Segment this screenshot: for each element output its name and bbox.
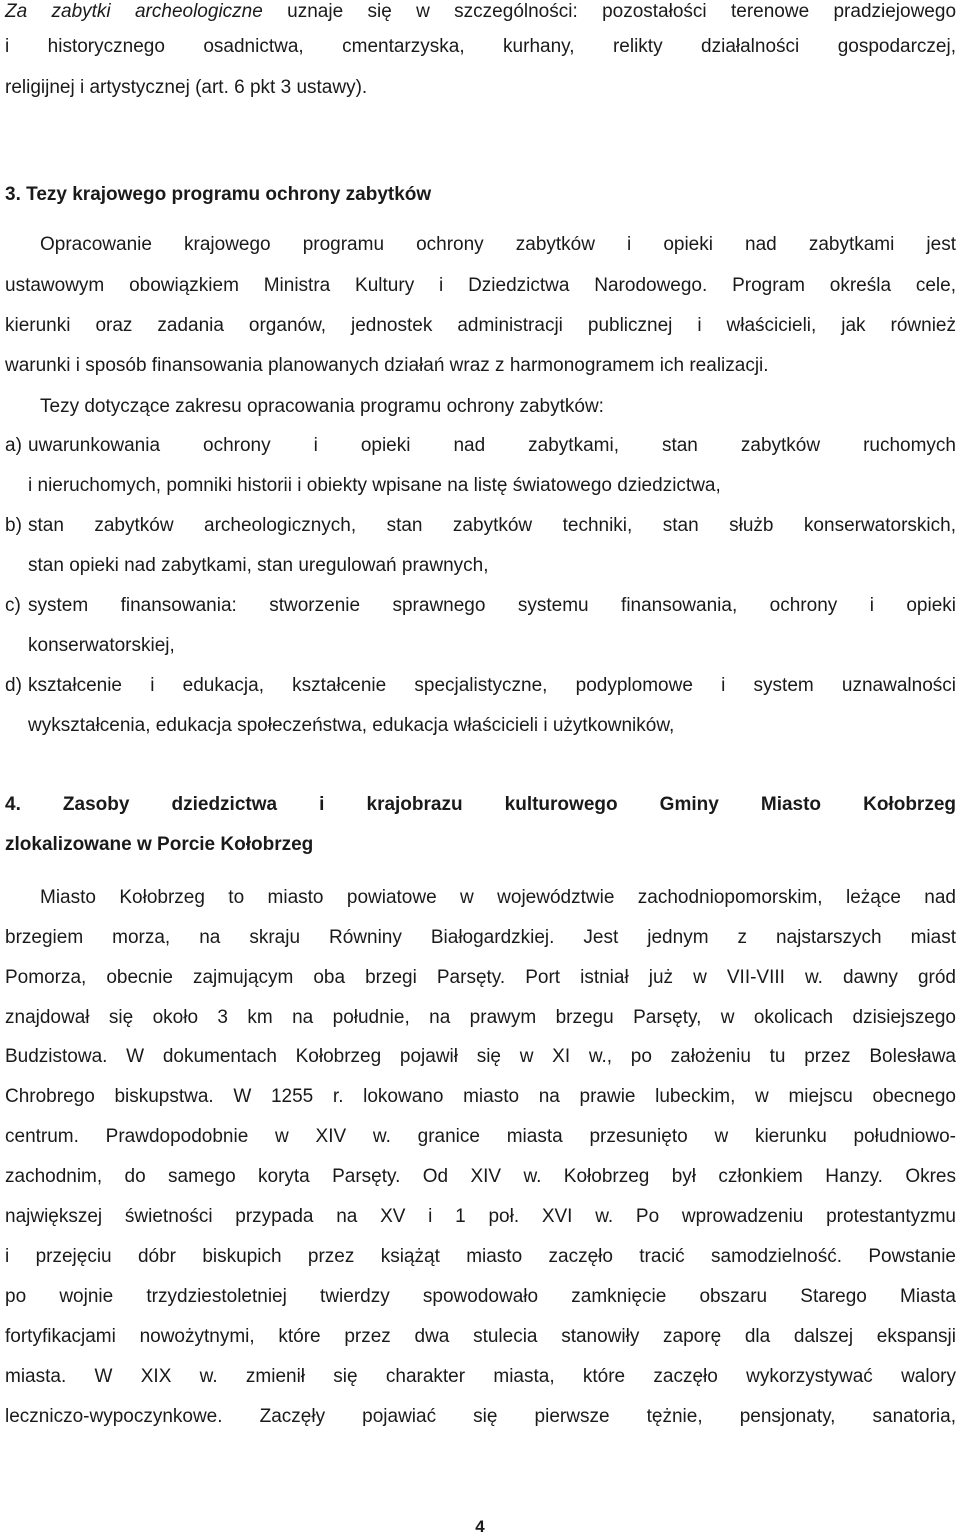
page-number: 4: [475, 1517, 485, 1536]
list-item-label: c): [5, 595, 21, 616]
list-item-text: kształcenie i edukacja, kształcenie specjalistyczne, podyplomowe i system uznawalności: [28, 675, 956, 696]
section-3-paragraph-line-2: ustawowym obowiązkiem Ministra Kultury i Dziedzictwa Narodowego. Program określa cele,: [5, 275, 956, 296]
intro-line-2: i historycznego osadnictwa, cmentarzyska, kurhany, relikty działalności gospodarczej,: [5, 36, 956, 57]
list-item-d: [5, 674, 956, 698]
intro-italic-term: Za zabytki archeologiczne: [5, 1, 263, 22]
section-4-paragraph-line-13: miasta. W XIX w. zmienił się charakter miasta, które zaczęło wykorzystywać walory: [5, 1366, 956, 1387]
section-3-heading: 3. Tezy krajowego programu ochrony zabytków: [5, 184, 432, 205]
list-item-text: system finansowania: stworzenie sprawnego systemu finansowania, ochrony i opieki: [28, 595, 956, 616]
section-4-paragraph-line-14: leczniczo-wypoczynkowe. Zaczęły pojawiać się pierwsze tężnie, pensjonaty, sanatoria,: [5, 1406, 956, 1427]
list-item-label: d): [5, 675, 22, 696]
section-4-paragraph-line-8: zachodnim, do samego koryta Parsęty. Od XIV w. Kołobrzeg był członkiem Hanzy. Okres: [5, 1166, 956, 1187]
intro-line-1-rest: uznaje się w szczególności: pozostałości terenowe pradziejowego: [262, 1, 957, 22]
section-3-paragraph-line-3: kierunki oraz zadania organów, jednostek administracji publicznej i właścicieli, jak również: [5, 315, 956, 336]
list-item-text: stan zabytków archeologicznych, stan zabytków techniki, stan służb konserwatorskich,: [28, 515, 956, 536]
section-4-paragraph-line-10: i przejęciu dóbr biskupich przez książąt miasto zaczęło tracić samodzielność. Powstanie: [5, 1246, 956, 1267]
list-item-d-continuation: wykształcenia, edukacja społeczeństwa, edukacja właścicieli i użytkowników,: [28, 715, 675, 736]
section-4-paragraph-line-2: brzegiem morza, na skraju Równiny Białogardzkiej. Jest jednym z najstarszych miast: [5, 927, 956, 948]
list-intro: Tezy dotyczące zakresu opracowania programu ochrony zabytków:: [40, 396, 604, 417]
section-4-paragraph-line-9: największej świetności przypada na XV i 1 poł. XVI w. Po wprowadzeniu protestantyzmu: [5, 1206, 956, 1227]
intro-line-1: [5, 0, 956, 24]
list-item-b-continuation: stan opieki nad zabytkami, stan uregulowań prawnych,: [28, 555, 489, 576]
section-4-paragraph-line-6: Chrobrego biskupstwa. W 1255 r. lokowano miasto na prawie lubeckim, w miejscu obecnego: [5, 1086, 956, 1107]
section-4-paragraph-line-7: centrum. Prawdopodobnie w XIV w. granice miasta przesunięto w kierunku południowo-: [5, 1126, 956, 1147]
list-item-text: uwarunkowania ochrony i opieki nad zabytkami, stan zabytków ruchomych: [28, 435, 956, 456]
section-4-paragraph-line-5: Budzistowa. W dokumentach Kołobrzeg pojawił się w XI w., po założeniu tu przez Bolesława: [5, 1046, 956, 1067]
section-4-paragraph-line-11: po wojnie trzydziestoletniej twierdzy spowodowało zamknięcie obszaru Starego Miasta: [5, 1286, 956, 1307]
section-4-paragraph-line-4: znajdował się około 3 km na południe, na prawym brzegu Parsęty, w okolicach dzisiejszego: [5, 1007, 956, 1028]
list-item-label: b): [5, 515, 22, 536]
section-3-paragraph-line-1: Opracowanie krajowego programu ochrony zabytków i opieki nad zabytkami jest: [40, 234, 956, 255]
section-3-paragraph-line-4: warunki i sposób finansowania planowanych działań wraz z harmonogramem ich realizacji.: [5, 355, 769, 376]
section-4-heading-line-1: 4. Zasoby dziedzictwa i krajobrazu kulturowego Gminy Miasto Kołobrzeg: [5, 794, 956, 815]
section-4-paragraph-line-1: Miasto Kołobrzeg to miasto powiatowe w województwie zachodniopomorskim, leżące nad: [40, 887, 956, 908]
section-4-paragraph-line-12: fortyfikacjami nowożytnymi, które przez dwa stulecia stanowiły zaporę dla dalszej ekspansji: [5, 1326, 956, 1347]
intro-line-3: religijnej i artystycznej (art. 6 pkt 3 ustawy).: [5, 77, 368, 98]
list-item-a: [5, 434, 956, 458]
list-item-c-continuation: konserwatorskiej,: [28, 635, 175, 656]
list-item-b: [5, 514, 956, 538]
section-4-paragraph-line-3: Pomorza, obecnie zajmującym oba brzegi Parsęty. Port istniał już w VII-VIII w. dawny gród: [5, 967, 956, 988]
list-item-label: a): [5, 435, 22, 456]
section-4-heading-line-2: zlokalizowane w Porcie Kołobrzeg: [5, 834, 314, 855]
list-item-c: [5, 594, 956, 618]
list-item-a-continuation: i nieruchomych, pomniki historii i obiekty wpisane na listę światowego dziedzictwa,: [28, 475, 721, 496]
